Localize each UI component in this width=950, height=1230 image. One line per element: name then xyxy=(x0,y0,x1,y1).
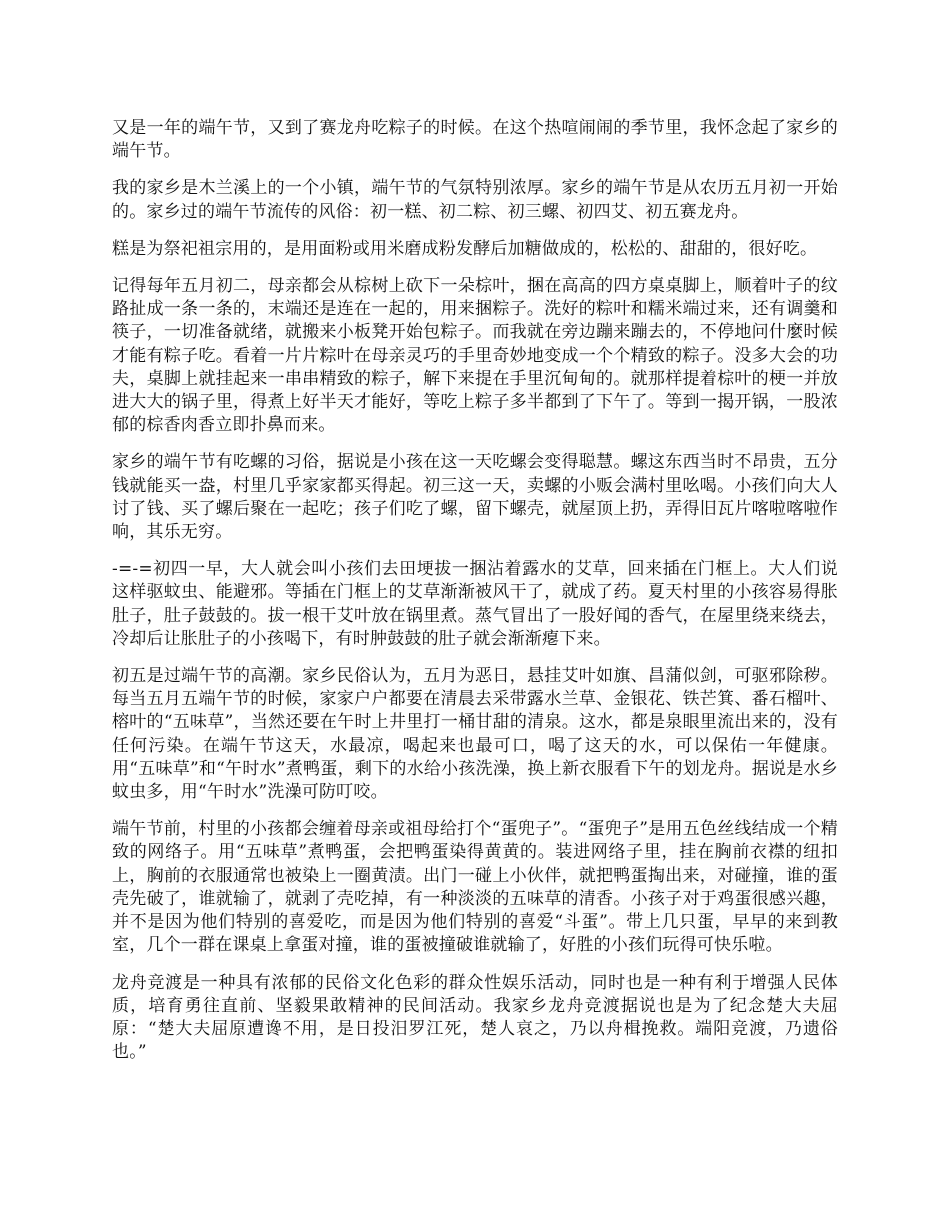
paragraph-5: 家乡的端午节有吃螺的习俗，据说是小孩在这一天吃螺会变得聪慧。螺这东西当时不昂贵，五分钱就能买一盎，村里几乎家家都买得起。初三这一天，卖螺的小贩会满村里吆喝。小孩们向大人讨了钱、买了螺后聚在一起吃；孩子们吃了螺，留下螺壳，就屋顶上扔，弄得旧瓦片喀啦喀啦作响，其乐无穷。 xyxy=(112,452,838,543)
paragraph-9: 龙舟竞渡是一种具有浓郁的民俗文化色彩的群众性娱乐活动，同时也是一种有利于增强人民体质，培育勇往直前、坚毅果敢精神的民间活动。我家乡龙舟竞渡据说也是为了纪念楚大夫屈原：“楚大夫屈原遭谗不用，是日投汨罗江死，楚人哀之，乃以舟楫挽救。端阳竞渡，乃遗俗也。” xyxy=(112,972,838,1063)
paragraph-3: 糕是为祭祀祖宗用的，是用面粉或用米磨成粉发酵后加糖做成的，松松的、甜甜的，很好吃。 xyxy=(112,238,818,259)
essay-body xyxy=(112,117,838,1064)
paragraph-2: 我的家乡是木兰溪上的一个小镇，端午节的气氛特别浓厚。家乡的端午节是从农历五月初一开始的。家乡过的端午节流传的风俗：初一糕、初二粽、初三螺、初四艾、初五赛龙舟。 xyxy=(112,178,838,222)
paragraph-4: 记得每年五月初二，母亲都会从棕树上砍下一朵棕叶，捆在高高的四方桌桌脚上，顺着叶子的纹路扯成一条一条的，末端还是连在一起的，用来捆粽子。洗好的粽叶和糯米端过来，还有调羹和筷子，一切准备就绪，就搬来小板凳开始包粽子。而我就在旁边蹦来蹦去的，不停地问什麼时候才能有粽子吃。看着一片片粽叶在母亲灵巧的手里奇妙地变成一个个精致的粽子。没多大会的功夫，桌脚上就挂起来一串串精致的粽子，解下来提在手里沉甸甸的。就那样提着棕叶的梗一并放进大大的锅子里，得煮上好半天才能好，等吃上粽子多半都到了下午了。等到一揭开锅，一股浓郁的棕香肉香立即扑鼻而来。 xyxy=(112,276,838,436)
paragraph-1: 又是一年的端午节，又到了赛龙舟吃粽子的时候。在这个热喧闹闹的季节里，我怀念起了家乡的端午节。 xyxy=(112,118,838,162)
paragraph-8: 端午节前，村里的小孩都会缠着母亲或祖母给打个“蛋兜子”。“蛋兜子”是用五色丝线结成一个精致的网络子。用“五味草”煮鸭蛋，会把鸭蛋染得黄黄的。装进网络子里，挂在胸前衣襟的纽扣上，胸前的衣服通常也被染上一圈黄渍。出门一碰上小伙伴，就把鸭蛋掏出来，对碰撞，谁的蛋壳先破了，谁就输了，就剥了壳吃掉，有一种淡淡的五味草的清香。小孩子对于鸡蛋很感兴趣，并不是因为他们特别的喜爱吃，而是因为他们特别的喜爱“斗蛋”。带上几只蛋，早早的来到教室，几个一群在课桌上拿蛋对撞，谁的蛋被撞破谁就输了，好胜的小孩们玩得可快乐啦。 xyxy=(112,819,838,956)
paragraph-6: -=-=初四一早，大人就会叫小孩们去田埂拔一捆沾着露水的艾草，回来插在门框上。大人们说这样驱蚊虫、能避邪。等插在门框上的艾草渐渐被风干了，就成了药。夏天村里的小孩容易得胀肚子，肚子鼓鼓的。拔一根干艾叶放在锅里煮。蒸气冒出了一股好闻的香气，在屋里绕来绕去，冷却后让胀肚子的小孩喝下，有时肿鼓鼓的肚子就会渐渐瘪下来。 xyxy=(112,559,838,649)
paragraph-7: 初五是过端午节的高潮。家乡民俗认为，五月为恶日，悬挂艾叶如旗、昌蒲似剑，可驱邪除秽。每当五月五端午节的时候，家家户户都要在清晨去采带露水兰草、金银花、铁芒箕、番石榴叶、榕叶的“五味草”，当然还要在午时上井里打一桶甘甜的清泉。这水，都是泉眼里流出来的，没有任何污染。在端午节这天，水最凉，喝起来也最可口，喝了这天的水，可以保佑一年健康。用“五味草”和“午时水”煮鸭蛋，剩下的水给小孩洗澡，换上新衣服看下午的划龙舟。据说是水乡蚊虫多，用“午时水”洗澡可防叮咬。 xyxy=(112,666,838,803)
